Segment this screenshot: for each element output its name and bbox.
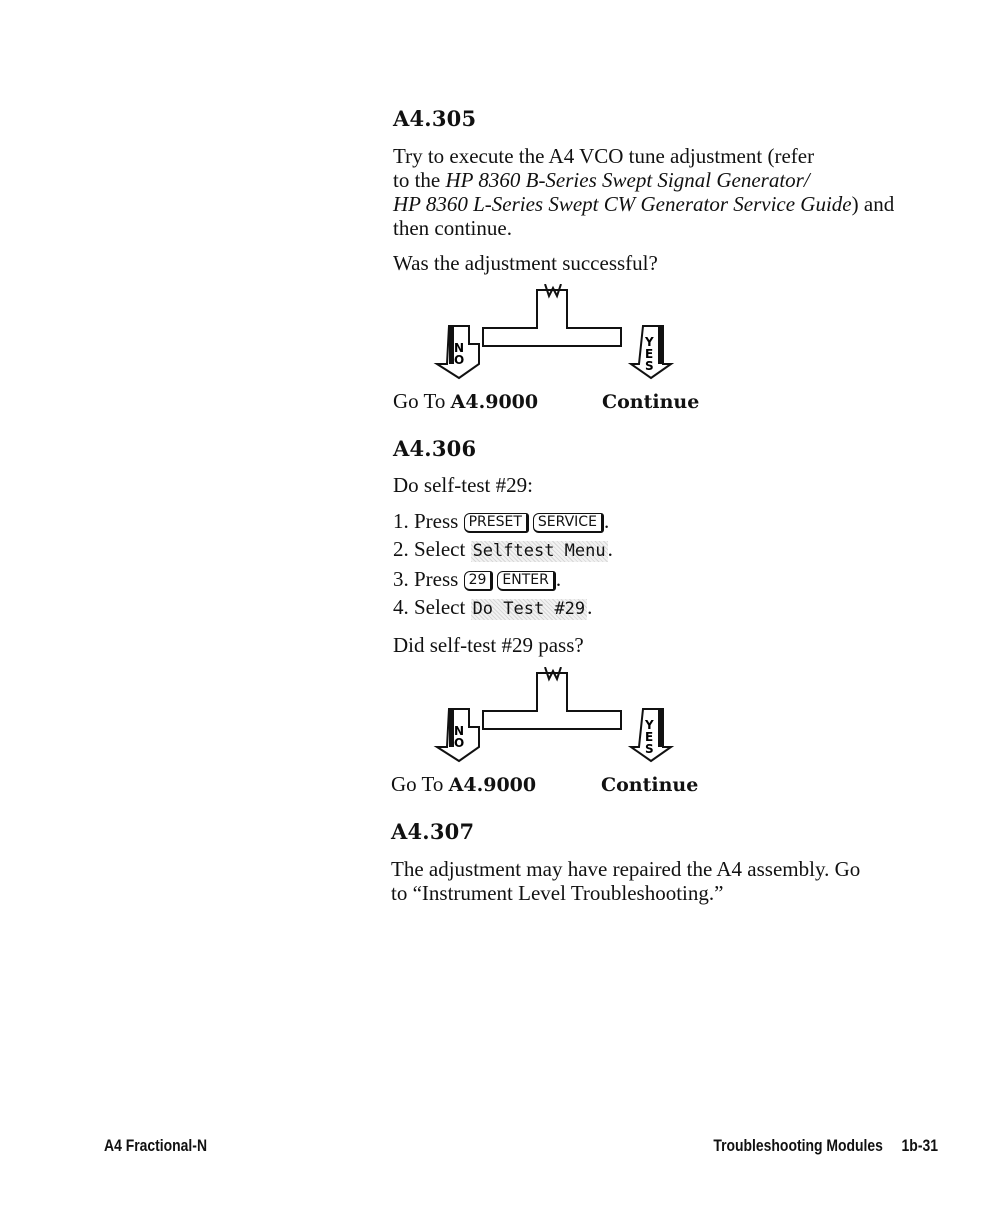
flow-letter: S xyxy=(645,742,654,756)
do-test-29-softkey[interactable]: Do Test #29 xyxy=(472,599,586,619)
step-number: 3. xyxy=(393,567,409,591)
goto-target-a4-9000[interactable]: A4.9000 xyxy=(450,391,539,413)
paragraph-line: The adjustment may have repaired the A4 assembly. Go xyxy=(391,857,861,881)
page-number: 1b-31 xyxy=(901,1136,938,1155)
decision-connector xyxy=(483,290,621,346)
flow-letter: S xyxy=(645,359,654,373)
selftest-intro: Do self-test #29: xyxy=(393,473,533,497)
preset-key[interactable]: PRESET xyxy=(464,513,529,533)
question-a4-305: Was the adjustment successful? xyxy=(393,251,658,275)
flow-letter: Y xyxy=(645,335,654,349)
question-a4-306: Did self-test #29 pass? xyxy=(393,633,584,657)
flow-letter: Y xyxy=(645,718,654,732)
no-arrow-icon xyxy=(437,326,479,378)
paragraph-a4-307 xyxy=(391,857,981,905)
step-number: 1. xyxy=(393,509,409,533)
step-verb: Select xyxy=(414,595,466,619)
step-3 xyxy=(393,567,561,592)
flow-letter: O xyxy=(454,353,465,367)
paragraph-line xyxy=(393,192,973,216)
goto-target-a4-9000[interactable]: A4.9000 xyxy=(448,774,537,796)
paragraph-line xyxy=(393,168,973,192)
no-branch-label xyxy=(391,772,536,797)
yes-branch-label xyxy=(601,772,698,797)
flow-letter: N xyxy=(454,724,465,738)
selftest-menu-softkey[interactable]: Selftest Menu xyxy=(472,541,606,561)
section-heading-a4-305: A4.305 xyxy=(393,106,477,131)
continue-label[interactable]: Continue xyxy=(601,774,699,796)
step-verb: Press xyxy=(414,567,459,591)
numeric-key-29[interactable]: 29 xyxy=(464,571,494,591)
decision-flow-diagram xyxy=(425,284,685,384)
flow-letter: E xyxy=(645,347,654,361)
text-run: to the xyxy=(393,168,446,192)
service-key[interactable]: SERVICE xyxy=(533,513,604,533)
flow-letter: E xyxy=(645,730,654,744)
enter-key[interactable]: ENTER xyxy=(497,571,555,591)
step-verb: Press xyxy=(414,509,459,533)
step-2 xyxy=(393,537,613,562)
footer-right xyxy=(713,1136,938,1156)
text-run: Go To xyxy=(391,772,449,796)
text-run: ) and xyxy=(851,192,895,216)
no-branch-label xyxy=(393,389,538,414)
no-arrow-icon xyxy=(437,709,479,761)
continue-label[interactable]: Continue xyxy=(602,391,700,413)
yes-branch-label xyxy=(602,389,699,414)
decision-connector xyxy=(483,673,621,729)
footer-chapter-title: A4 Fractional-N xyxy=(104,1136,208,1155)
yes-arrow-icon xyxy=(631,326,671,378)
paragraph-line: Try to execute the A4 VCO tune adjustment (refer xyxy=(393,144,815,168)
paragraph-a4-305 xyxy=(393,144,973,240)
step-4 xyxy=(393,595,592,620)
punctuation: . xyxy=(587,595,593,619)
step-1 xyxy=(393,509,609,534)
yes-arrow-icon xyxy=(631,709,671,761)
punctuation: . xyxy=(607,537,613,561)
paragraph-line: to “Instrument Level Troubleshooting.” xyxy=(391,881,724,905)
section-heading-a4-307: A4.307 xyxy=(391,819,475,844)
manual-title-part2: HP 8360 L-Series Swept CW Generator Service Guide xyxy=(393,192,852,216)
merge-mark xyxy=(545,284,561,296)
step-number: 4. xyxy=(393,595,409,619)
flow-letter: N xyxy=(454,341,465,355)
paragraph-line: then continue. xyxy=(393,216,512,240)
merge-mark xyxy=(545,667,561,679)
manual-title-part1: HP 8360 B-Series Swept Signal Generator/ xyxy=(445,168,810,192)
text-run: Go To xyxy=(393,389,451,413)
step-number: 2. xyxy=(393,537,409,561)
footer-section-title: Troubleshooting Modules xyxy=(713,1136,883,1155)
section-heading-a4-306: A4.306 xyxy=(393,436,477,461)
punctuation: . xyxy=(603,509,610,533)
decision-flow-diagram xyxy=(425,667,685,767)
flow-letter: O xyxy=(454,736,465,750)
step-verb: Select xyxy=(414,537,466,561)
punctuation: . xyxy=(555,567,562,591)
